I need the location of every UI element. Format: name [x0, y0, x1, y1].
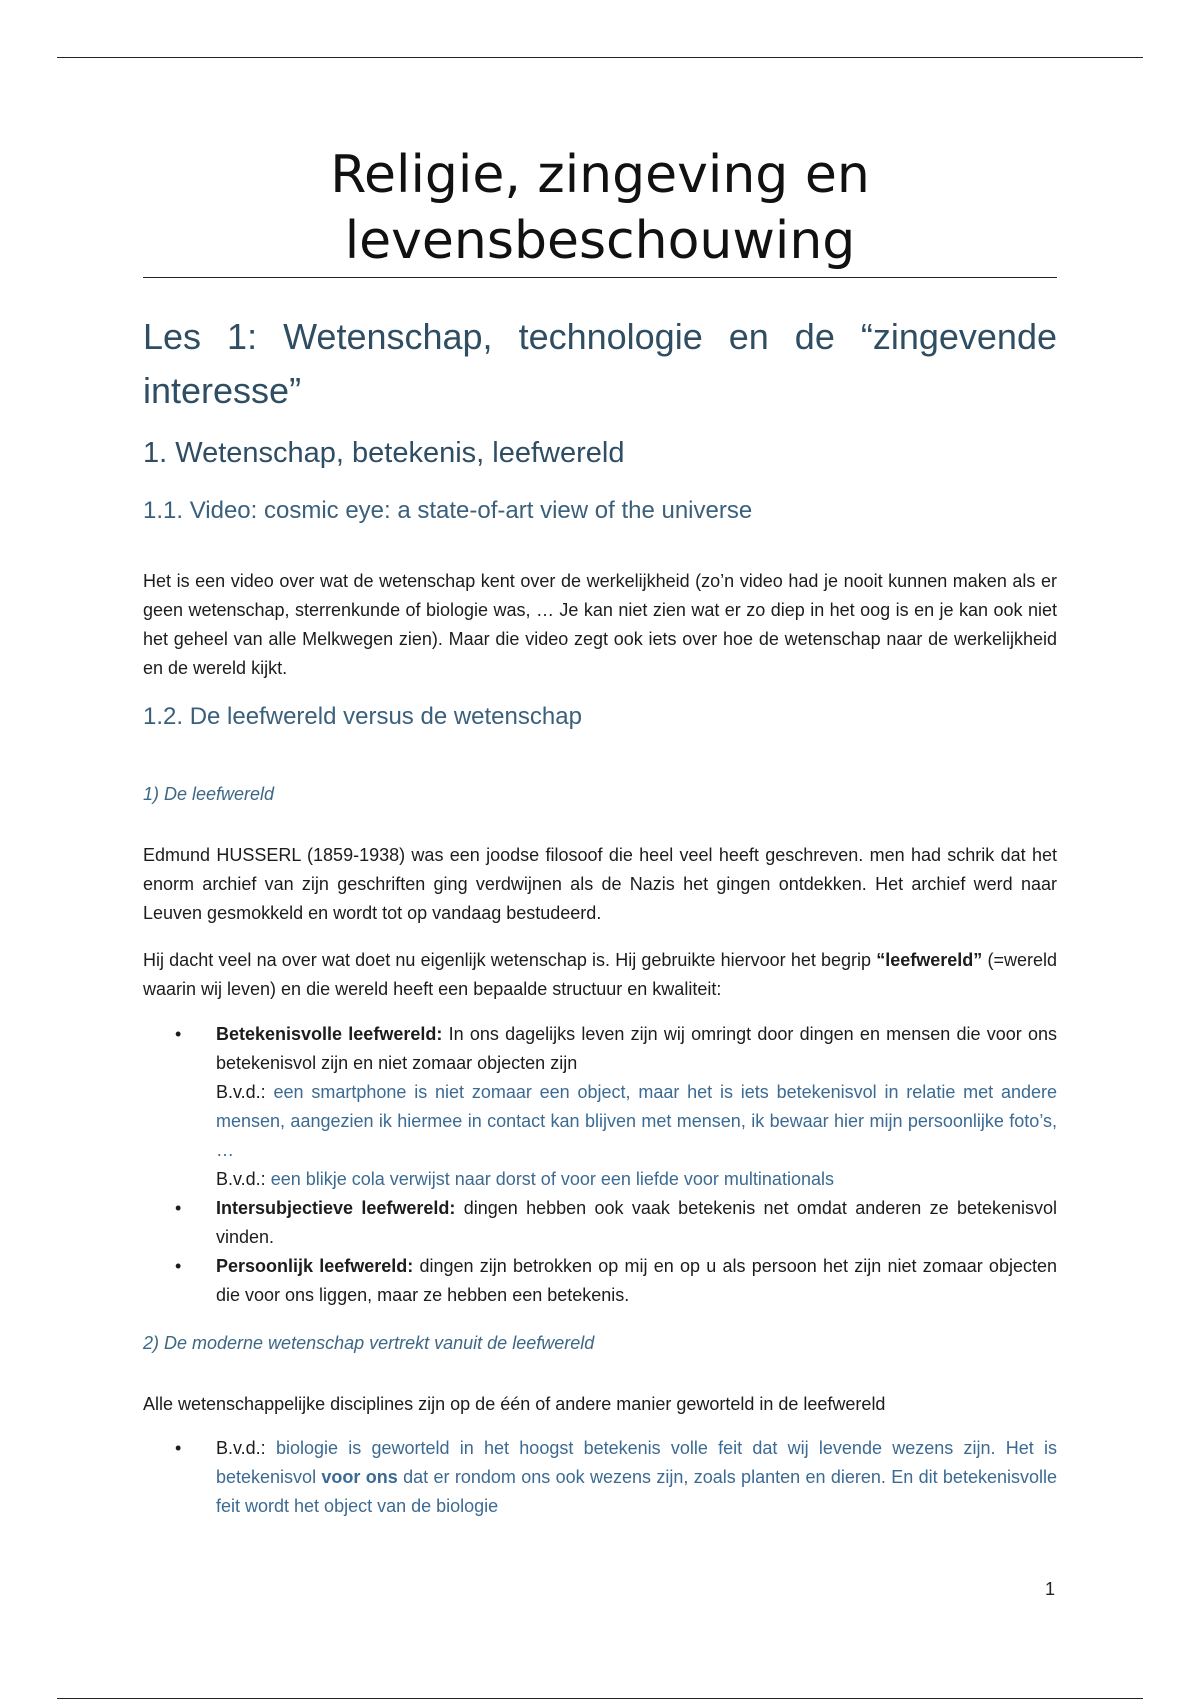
list-item [143, 1434, 1057, 1521]
item-text: dingen zijn betrokken op mij en op u als persoon het zijn niet zomaar objecten die voor ons liggen, maar ze hebben een betekenis. [216, 1256, 1057, 1305]
paragraph-husserl: Edmund HUSSERL (1859-1938) was een joodse filosoof die heel veel heeft geschreven. men had schrik dat het enorm archief van zijn geschriften ging verdwijnen als de Nazis het gingen ontdekken. Het archief werd naar Leuven gesmokkeld en wordt tot op vandaag bestudeerd. [143, 845, 1057, 923]
lesson-heading-line-1: Les 1: Wetenschap, technologie en de “zingevende [143, 316, 1057, 357]
paragraph-leefwereld-end: (=wereld waarin wij leven) en die wereld heeft een bepaalde structuur en kwaliteit: [143, 950, 1058, 999]
list-item [143, 1020, 1057, 1194]
bvd-label: B.v.d.: [216, 1169, 271, 1189]
paragraph-disciplines: Alle wetenschappelijke disciplines zijn op de één of andere manier geworteld in de leefwereld [143, 1394, 886, 1414]
example-line [216, 1078, 1057, 1165]
paragraph-leefwereld-start: Hij dacht veel na over wat doet nu eigenlijk wetenschap is. Hij gebruikte hiervoor het begrip [143, 950, 877, 970]
lesson-heading [143, 310, 1057, 418]
bullet-icon: • [175, 1438, 182, 1458]
list-item [143, 1194, 1057, 1252]
example-biologie: biologie is geworteld in het hoogst betekenis volle feit dat wij levende wezens zijn. Het is betekenisvol [216, 1438, 1057, 1487]
example-bold: voor ons [321, 1467, 398, 1487]
term-betekenisvolle-leefwereld: Betekenisvolle leefwereld: [216, 1024, 443, 1044]
subheading-leefwereld: 1) De leefwereld [143, 784, 275, 804]
item-text: In ons dagelijks leven zijn wij omringt door dingen en mensen die voor ons betekenisvol zijn en niet zomaar objecten zijn [216, 1024, 1057, 1073]
subheading-moderne-wetenschap: 2) De moderne wetenschap vertrekt vanuit de leefwereld [143, 1333, 595, 1353]
page-bottom-rule [57, 1698, 1143, 1699]
bullet-icon: • [175, 1198, 182, 1218]
term-leefwereld: “leefwereld” [876, 950, 983, 970]
leefwereld-bullet-list [143, 1020, 1057, 1310]
paragraph-video: Het is een video over wat de wetenschap kent over de werkelijkheid (zo’n video had je nooit kunnen maken als er geen wetenschap, sterrenkunde of biologie was, … Je kan niet zien wat er zo diep in het oog is en je kan ook niet het geheel van alle Melkwegen zien). Maar die video zegt ook iets over hoe de wetenschap naar de werkelijkheid en de wereld kijkt. [143, 571, 1057, 678]
bullet-icon: • [175, 1024, 182, 1044]
bvd-label: B.v.d.: [216, 1082, 274, 1102]
section-heading-1-1: 1.1. Video: cosmic eye: a state-of-art view of the universe [143, 497, 753, 524]
example-cola: een blikje cola verwijst naar dorst of voor een liefde voor multinationals [270, 1169, 834, 1189]
list-item [143, 1252, 1057, 1310]
example-biologie-end: dat er rondom ons ook wezens zijn, zoals planten en dieren. En dit betekenisvolle feit wordt het object van de biologie [216, 1467, 1057, 1516]
term-persoonlijk-leefwereld: Persoonlijk leefwereld: [216, 1256, 414, 1276]
page-top-rule [57, 57, 1143, 58]
example-line [216, 1165, 1057, 1194]
title-underline [143, 277, 1057, 278]
bvd-label: B.v.d.: [216, 1438, 276, 1458]
term-intersubjectieve-leefwereld: Intersubjectieve leefwereld: [216, 1198, 456, 1218]
paragraph-leefwereld [143, 946, 1057, 1004]
page-number: 1 [1045, 1579, 1056, 1599]
section-heading-1: 1. Wetenschap, betekenis, leefwereld [143, 437, 625, 469]
document-title: Religie, zingeving en levensbeschouwing [330, 145, 870, 271]
lesson-heading-line-2: interesse” [143, 370, 302, 411]
bullet-icon: • [175, 1256, 182, 1276]
disciplines-bullet-list [143, 1434, 1057, 1521]
example-smartphone: een smartphone is niet zomaar een object, maar het is iets betekenisvol in relatie met andere mensen, aangezien ik hiermee in contact kan blijven met mensen, ik bewaar hier mijn persoonlijke foto’s, … [216, 1082, 1058, 1160]
section-heading-1-2: 1.2. De leefwereld versus de wetenschap [143, 703, 582, 730]
item-text: dingen hebben ook vaak betekenis net omdat anderen ze betekenisvol vinden. [216, 1198, 1058, 1247]
